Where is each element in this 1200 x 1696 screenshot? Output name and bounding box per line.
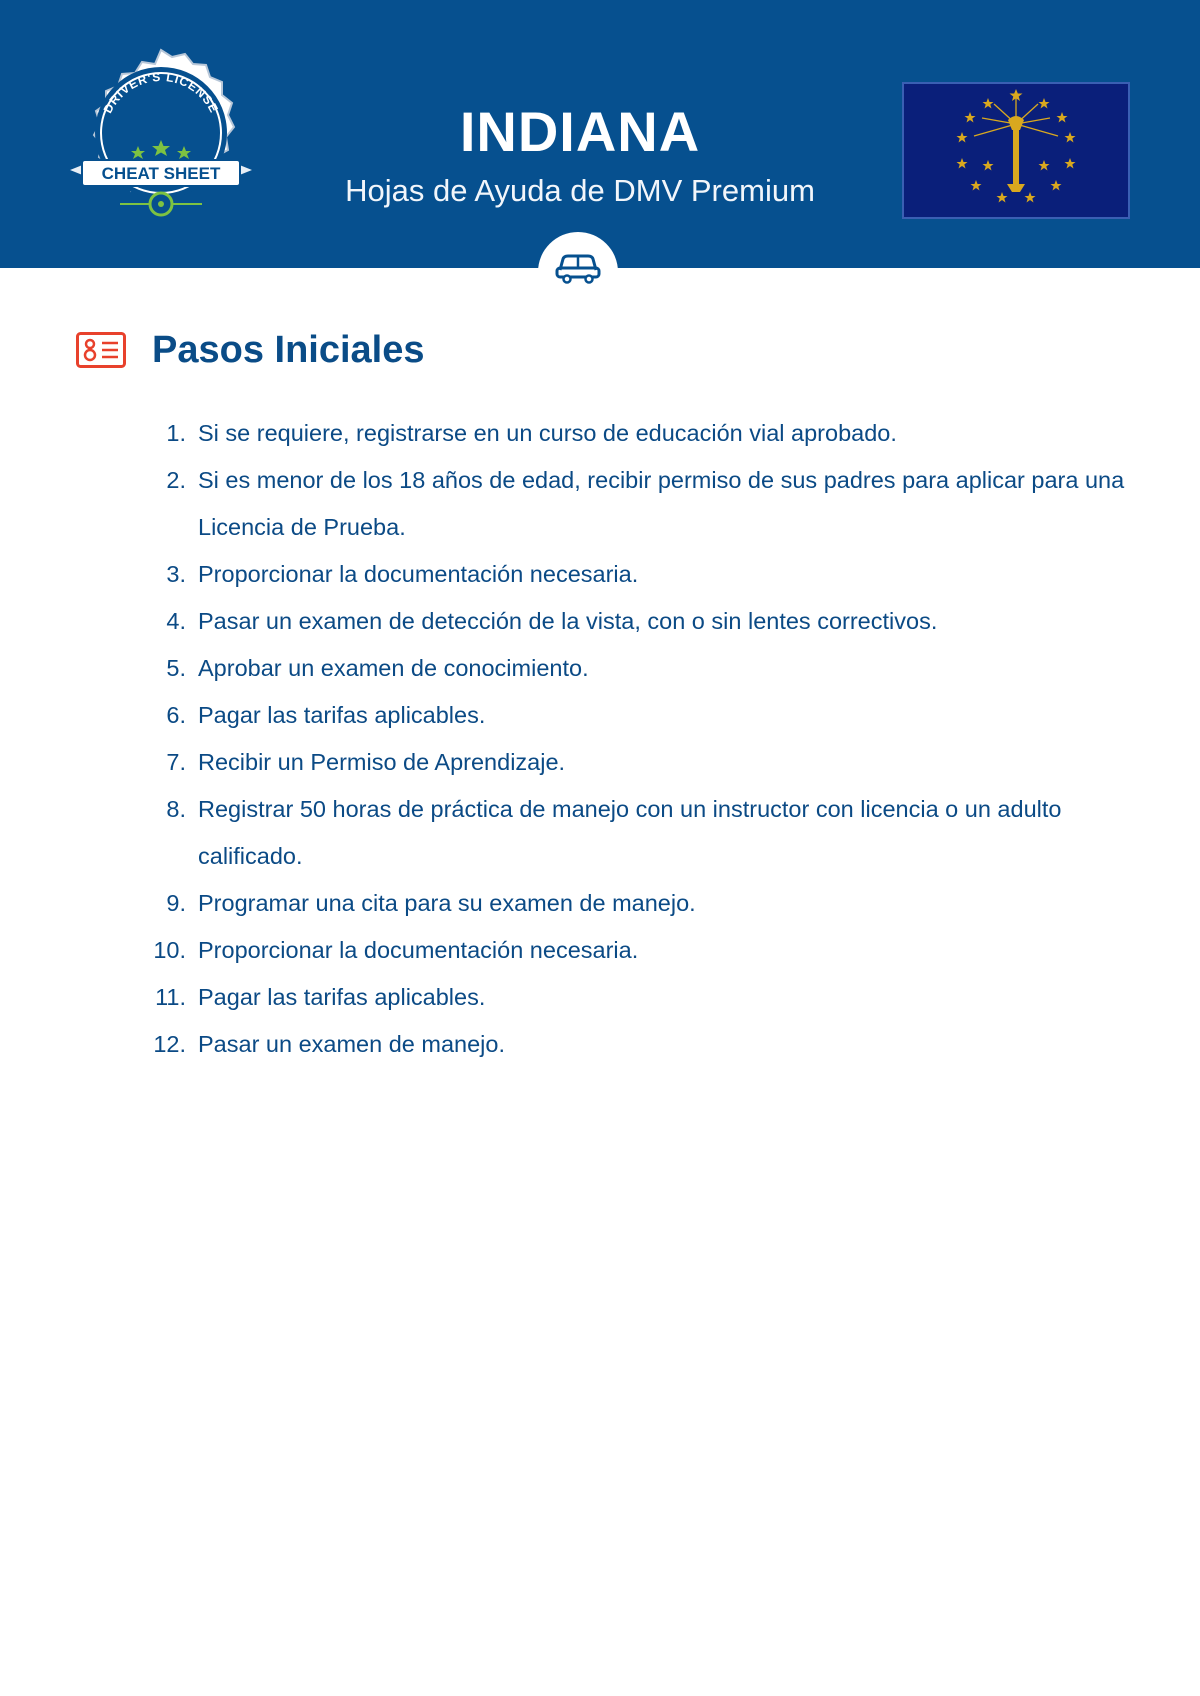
step-number: 10. [153, 937, 186, 963]
badge-arc-text: DRIVER'S LICENSE [100, 69, 222, 116]
car-tab [538, 232, 618, 312]
step-number: 11. [155, 984, 186, 1010]
list-item [146, 974, 1146, 1021]
step-number: 8. [166, 796, 186, 822]
steering-wheel-icon [120, 193, 202, 215]
steps-list [146, 410, 1146, 1068]
header-banner [0, 0, 1200, 268]
page-subtitle: Hojas de Ayuda de DMV Premium [345, 173, 815, 208]
step-text: Programar una cita para su examen de manejo. [198, 890, 696, 916]
list-item [146, 410, 1146, 457]
id-card-icon [76, 332, 126, 368]
indiana-flag [902, 82, 1130, 219]
car-icon [554, 248, 602, 284]
list-item [146, 786, 1146, 880]
torch-stars-icon [904, 84, 1128, 217]
step-number: 12. [153, 1031, 186, 1057]
step-text: Pagar las tarifas aplicables. [198, 702, 486, 728]
step-text: Pasar un examen de detección de la vista, con o sin lentes correctivos. [198, 608, 938, 634]
list-item [146, 739, 1146, 786]
step-text: Recibir un Permiso de Aprendizaje. [198, 749, 566, 775]
list-item [146, 645, 1146, 692]
page-title: INDIANA [459, 100, 701, 163]
badge-ribbon-text: CHEAT SHEET [101, 164, 221, 183]
list-item [146, 692, 1146, 739]
step-number: 4. [166, 608, 186, 634]
step-number: 6. [166, 702, 186, 728]
step-text: Aprobar un examen de conocimiento. [198, 655, 589, 681]
step-number: 3. [166, 561, 186, 587]
step-number: 5. [166, 655, 186, 681]
step-text: Si es menor de los 18 años de edad, recibir permiso de sus padres para aplicar para una Licencia de Prueba. [198, 467, 1125, 540]
list-item [146, 457, 1146, 551]
step-text: Pasar un examen de manejo. [198, 1031, 505, 1057]
step-number: 9. [166, 890, 186, 916]
step-text: Si se requiere, registrarse en un curso de educación vial aprobado. [198, 420, 897, 446]
list-item [146, 551, 1146, 598]
step-number: 7. [166, 749, 186, 775]
step-text: Pagar las tarifas aplicables. [198, 984, 486, 1010]
section-title: Pasos Iniciales [152, 329, 425, 371]
cheat-sheet-badge-logo [68, 48, 254, 220]
step-text: Registrar 50 horas de práctica de manejo con un instructor con licencia o un adulto calificado. [198, 796, 1062, 869]
step-number: 1. [166, 420, 186, 446]
list-item [146, 927, 1146, 974]
step-number: 2. [166, 467, 186, 493]
step-text: Proporcionar la documentación necesaria. [198, 561, 639, 587]
list-item [146, 1021, 1146, 1068]
list-item [146, 880, 1146, 927]
list-item [146, 598, 1146, 645]
step-text: Proporcionar la documentación necesaria. [198, 937, 639, 963]
